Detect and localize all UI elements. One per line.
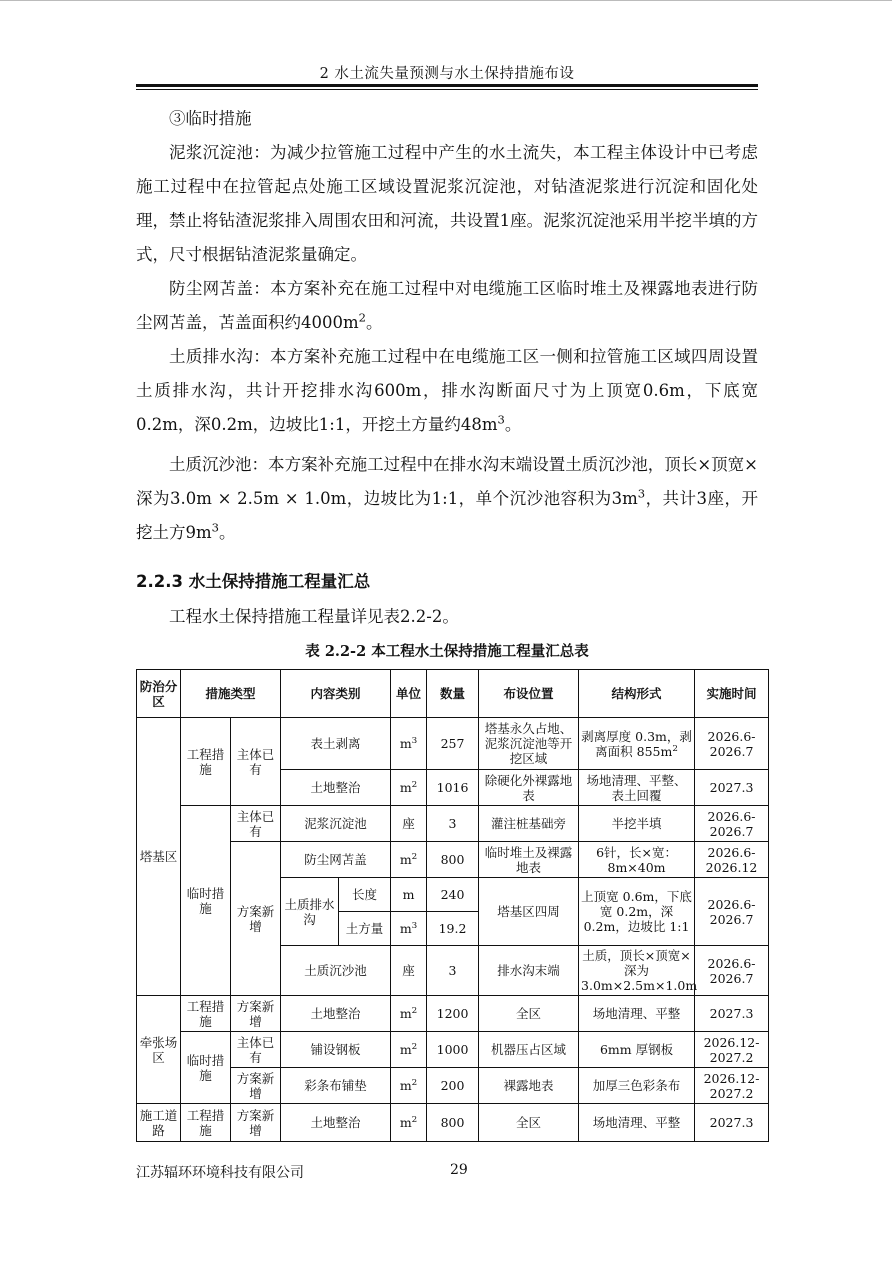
measures-table xyxy=(136,669,769,1142)
unit-cell: 座 xyxy=(391,946,427,996)
structure-cell: 半挖半填 xyxy=(579,806,695,842)
subtype-plan: 方案新增 xyxy=(231,842,281,996)
structure-cell: 剥离厚度 0.3m，剥离面积 $855m^2$ xyxy=(579,718,695,770)
qty-cell: 1016 xyxy=(427,770,479,806)
location-cell: 灌注桩基础旁 xyxy=(479,806,579,842)
content-cell: 土质沉沙池 xyxy=(281,946,391,996)
qty-cell: 19.2 xyxy=(427,912,479,946)
qty-cell: 3 xyxy=(427,946,479,996)
structure-cell: 场地清理、平整、表土回覆 xyxy=(579,770,695,806)
structure-cell: 上顶宽 0.6m，下底宽 0.2m，深 0.2m，边坡比 1:1 xyxy=(579,878,695,946)
footer-company: 江苏辐环环境科技有限公司 xyxy=(136,1165,304,1181)
table-row xyxy=(137,718,769,770)
header-time: 实施时间 xyxy=(695,670,769,718)
location-cell: 裸露地表 xyxy=(479,1068,579,1104)
unit-cell: $m^2$ xyxy=(391,996,427,1032)
zone-pull: 牵张场区 xyxy=(137,996,181,1104)
time-cell: 2026.6-2026.7 xyxy=(695,806,769,842)
header-type: 措施类型 xyxy=(181,670,281,718)
unit-cell: $m^3$ xyxy=(391,718,427,770)
page-header-title: 2 水土流失量预测与水土保持措施布设 xyxy=(319,66,575,82)
table-row xyxy=(137,1104,769,1142)
unit-cell: $m^2$ xyxy=(391,770,427,806)
section-heading: 2.2.3 水土保持措施工程量汇总 xyxy=(136,572,371,591)
time-cell: 2026.6-2026.7 xyxy=(695,718,769,770)
structure-cell: 6mm 厚钢板 xyxy=(579,1032,695,1068)
type-temporary: 临时措施 xyxy=(181,1032,231,1104)
location-cell: 机器压占区域 xyxy=(479,1032,579,1068)
section-intro: 工程水土保持措施工程量详见表2.2-2。 xyxy=(169,607,459,626)
subtype-plan: 方案新增 xyxy=(231,996,281,1032)
content-cell: 土地整治 xyxy=(281,770,391,806)
subtype-main: 主体已有 xyxy=(231,1032,281,1068)
page-number: 29 xyxy=(450,1162,468,1178)
unit-cell: $m^2$ xyxy=(391,1032,427,1068)
structure-cell: 土质，顶长×顶宽×深为 3.0m×2.5m×1.0m xyxy=(579,946,695,996)
header-zone: 防治分区 xyxy=(137,670,181,718)
location-cell: 塔基区四周 xyxy=(479,878,579,946)
structure-cell: 场地清理、平整 xyxy=(579,1104,695,1142)
qty-cell: 257 xyxy=(427,718,479,770)
location-cell: 全区 xyxy=(479,1104,579,1142)
time-cell: 2026.6-2026.12 xyxy=(695,842,769,878)
paragraph-dust-net: 防尘网苫盖：本方案补充在施工过程中对电缆施工区临时堆土及裸露地表进行防尘网苫盖，苫盖面积约$4000m^2$。 xyxy=(136,279,758,332)
subtype-plan: 方案新增 xyxy=(231,1104,281,1142)
time-cell: 2027.3 xyxy=(695,996,769,1032)
header-content: 内容类别 xyxy=(281,670,391,718)
table-row xyxy=(137,1032,769,1068)
time-cell: 2027.3 xyxy=(695,770,769,806)
location-cell: 排水沟末端 xyxy=(479,946,579,996)
time-cell: 2026.12-2027.2 xyxy=(695,1032,769,1068)
unit-cell: $m^2$ xyxy=(391,842,427,878)
location-cell: 塔基永久占地、泥浆沉淀池等开挖区域 xyxy=(479,718,579,770)
paragraph-drain-ditch: 土质排水沟：本方案补充施工过程中在电缆施工区一侧和拉管施工区域四周设置土质排水沟，共计开挖排水沟600m，排水沟断面尺寸为上顶宽0.6m，下底宽0.2m，深0.2m，边坡比1:1，开挖土方量约$48m^3$。 xyxy=(136,347,758,434)
location-cell: 临时堆土及裸露地表 xyxy=(479,842,579,878)
qty-cell: 200 xyxy=(427,1068,479,1104)
zone-road: 施工道路 xyxy=(137,1104,181,1142)
content-cell: 长度 xyxy=(339,878,391,912)
header-unit: 单位 xyxy=(391,670,427,718)
structure-cell: 6针，长×宽：8m×40m xyxy=(579,842,695,878)
content-cell: 表土剥离 xyxy=(281,718,391,770)
header-location: 布设位置 xyxy=(479,670,579,718)
location-cell: 全区 xyxy=(479,996,579,1032)
time-cell: 2027.3 xyxy=(695,1104,769,1142)
unit-cell: $m^2$ xyxy=(391,1068,427,1104)
table-row xyxy=(137,996,769,1032)
paragraph-temp-measures: ③临时措施 xyxy=(169,109,252,128)
content-cell: 泥浆沉淀池 xyxy=(281,806,391,842)
body-text xyxy=(136,102,758,550)
paragraph-sediment-pond: 土质沉沙池：本方案补充施工过程中在排水沟末端设置土质沉沙池，顶长×顶宽×深为3.0m × 2.5m × 1.0m，边坡比为1:1，单个沉沙池容积为$3m^3$，共计3座，开挖土方$9m^3$。 xyxy=(136,455,758,542)
header-qty: 数量 xyxy=(427,670,479,718)
unit-cell: $m^3$ xyxy=(391,912,427,946)
table-caption: 表 2.2-2 本工程水土保持措施工程量汇总表 xyxy=(305,643,589,660)
type-engineering: 工程措施 xyxy=(181,718,231,806)
content-cell: 彩条布铺垫 xyxy=(281,1068,391,1104)
content-cell: 土地整治 xyxy=(281,996,391,1032)
header-rule-thin xyxy=(136,89,758,90)
top-border xyxy=(0,0,892,1)
unit-cell: 座 xyxy=(391,806,427,842)
type-temporary: 临时措施 xyxy=(181,806,231,996)
qty-cell: 800 xyxy=(427,1104,479,1142)
content-cell: 土地整治 xyxy=(281,1104,391,1142)
subtype-main: 主体已有 xyxy=(231,806,281,842)
structure-cell: 加厚三色彩条布 xyxy=(579,1068,695,1104)
qty-cell: 800 xyxy=(427,842,479,878)
header-rule-thick xyxy=(136,84,758,87)
structure-cell: 场地清理、平整 xyxy=(579,996,695,1032)
subtype-main: 主体已有 xyxy=(231,718,281,806)
content-cell: 防尘网苫盖 xyxy=(281,842,391,878)
qty-cell: 1200 xyxy=(427,996,479,1032)
type-engineering: 工程措施 xyxy=(181,996,231,1032)
location-cell: 除硬化外裸露地表 xyxy=(479,770,579,806)
content-cell: 铺设钢板 xyxy=(281,1032,391,1068)
paragraph-mud-pond: 泥浆沉淀池：为减少拉管施工过程中产生的水土流失，本工程主体设计中已考虑施工过程中在拉管起点处施工区域设置泥浆沉淀池，对钻渣泥浆进行沉淀和固化处理，禁止将钻渣泥浆排入周围农田和河流，共设置1座。泥浆沉淀池采用半挖半填的方式，尺寸根据钻渣泥浆量确定。 xyxy=(136,143,758,264)
time-cell: 2026.6-2026.7 xyxy=(695,878,769,946)
content-group-drain: 土质排水沟 xyxy=(281,878,339,946)
content-cell: 土方量 xyxy=(339,912,391,946)
subtype-plan: 方案新增 xyxy=(231,1068,281,1104)
table-row xyxy=(137,806,769,842)
unit-cell: $m^2$ xyxy=(391,1104,427,1142)
header-structure: 结构形式 xyxy=(579,670,695,718)
table-row xyxy=(137,842,769,878)
qty-cell: 240 xyxy=(427,878,479,912)
type-engineering: 工程措施 xyxy=(181,1104,231,1142)
qty-cell: 1000 xyxy=(427,1032,479,1068)
time-cell: 2026.12-2027.2 xyxy=(695,1068,769,1104)
zone-tower: 塔基区 xyxy=(137,718,181,996)
qty-cell: 3 xyxy=(427,806,479,842)
table-row xyxy=(137,1068,769,1104)
unit-cell: m xyxy=(391,878,427,912)
time-cell: 2026.6-2026.7 xyxy=(695,946,769,996)
